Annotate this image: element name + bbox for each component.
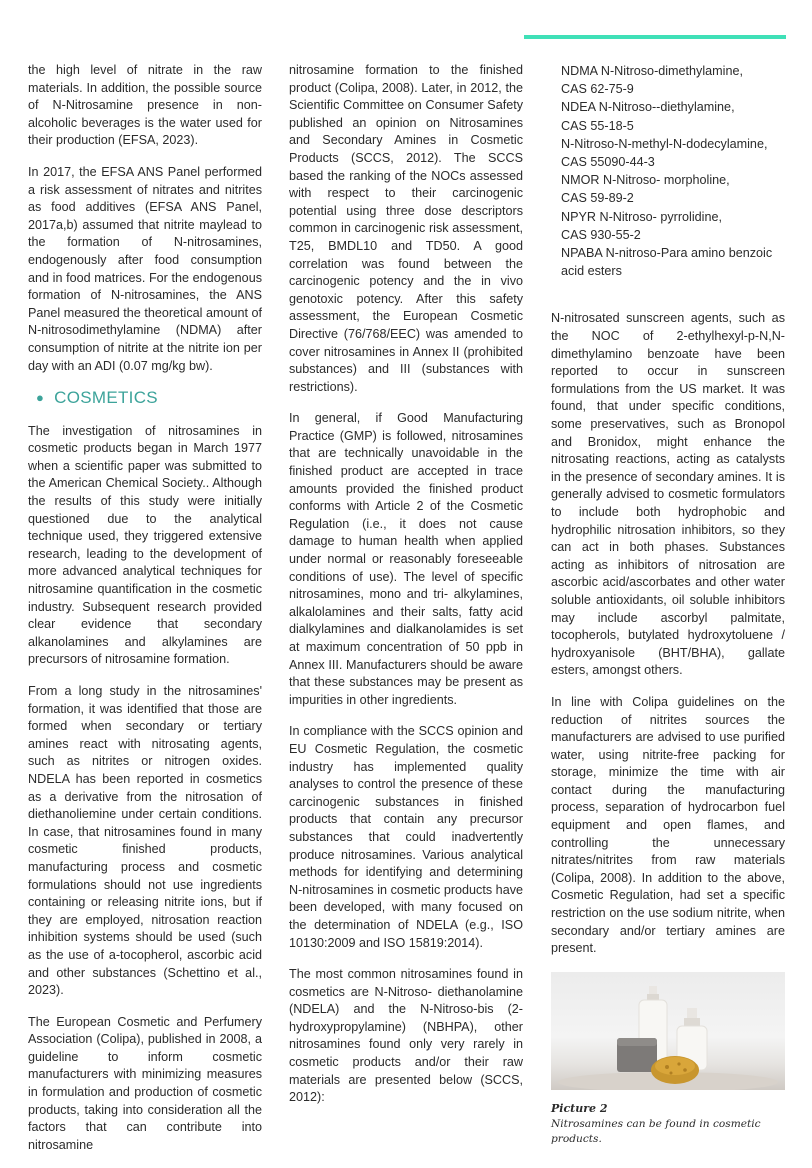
list-item: NPYR N-Nitroso- pyrrolidine, [561, 209, 722, 224]
paragraph: In compliance with the SCCS opinion and EU Cosmetic Regulation, the cosmetic industry has implemented quality analyses to control the presence of these carcinogenic substances in finished products that contain any precursor substances that could inadvertently produce nitrosamines. Various analytical methods for identifying and determining N-nitrosamines in cosmetic products have been developed, with many focused on the determination of NDELA (e.g., ISO 10130:2009 and ISO 15819:2014). [289, 724, 523, 950]
cosmetics-photo [551, 972, 785, 1090]
list-item: NDEA N-Nitroso--diethylamine, [561, 100, 735, 115]
list-item: NPABA N-nitroso-Para amino benzoic acid esters [561, 246, 773, 279]
bullet-icon: ● [36, 390, 45, 406]
list-item: CAS 55090-44-3 [561, 155, 655, 170]
paragraph: the high level of nitrate in the raw materials. In addition, the possible source of N-Nitrosamine presence in non-alcoholic beverages is the water used for their production (EFSA, 2023). [28, 63, 262, 148]
column-left [28, 62, 262, 1168]
section-heading [36, 389, 262, 407]
paragraph: In line with Colipa guidelines on the reduction of nitrites sources the manufacturers are advised to use purified water, using nitrite-free packing for storage, minimize the time with air contact during the manufacturing process, separation of hydrocarbon fuel equipment and open flames, and controlling the unnecessary nitrates/nitrites from raw materials (Colipa, 2008). In addition to the above, Cosmetic Regulation, had set a specific restriction on the use sodium nitrite, when secondary and/or tertiary amines are present. [551, 694, 785, 956]
column-right [551, 62, 785, 1147]
picture-caption-text: Nitrosamines can be found in cosmetic products. [551, 1118, 761, 1146]
list-item: CAS 930-55-2 [561, 227, 641, 242]
header-accent-bar [524, 35, 786, 39]
paragraph: nitrosamine formation to the finished product (Colipa, 2008). Later, in 2012, the Scientific Committee on Consumer Safety published an opinion on Nitrosamines and Secondary Amines in Cosmetic Products (SCCS, 2012). The SCCS based the ranking of the NOCs assessed with respect to their carcinogenic potential using three dose descriptors common in carcinogenic risk assessment, T25, BMDL10 and TD50. A good correlation was found between the carcinogenic potency and the in vivo genotoxic potency. After this safety assessment, the European Cosmetic Directive (76/768/EEC) was amended to cover nitrosamines in Annex II (prohibited substances) and III (substances with restrictions). [289, 63, 523, 394]
list-item: CAS 62-75-9 [561, 82, 634, 97]
cosmetic-bottles-illustration [551, 972, 785, 1090]
column-middle [289, 62, 523, 1121]
section-heading-text: COSMETICS [54, 388, 158, 408]
paragraph: In 2017, the EFSA ANS Panel performed a risk assessment of nitrates and nitrites as food additives (EFSA ANS Panel, 2017a,b) assumed that nitrite maylead to the formation of N-nitrosamines, endogenously after food consumption and in food matrices. For the endogenous formation of N-nitrosamines, the ANS Panel measured the theoretical amount of N-nitrosodimethylamine (NDMA) after consumption of nitrite at the nitrite ion per day with an ADI (0.07 mg/kg bw). [28, 164, 262, 373]
list-item: NMOR N-Nitroso- morpholine, [561, 173, 730, 188]
paragraph: The most common nitrosamines found in cosmetics are N-Nitroso- diethanolamine (NDELA) and the N-Nitroso-bis (2-hydroxypropylamine) (NBHPA), other nitrosamines found only very rarely in cosmetic products and/or their raw materials are presented below (SCCS, 2012): [289, 967, 523, 1105]
nitrosamine-list [561, 62, 785, 280]
paragraph: N-nitrosated sunscreen agents, such as the NOC of 2-ethylhexyl-p-N,N-dimethylamino benzoate have been reported to occur in sunscreen formulations from the US market. It was found, that under specific conditions, some preservatives, such as Bronopol and Bronidox, might enhance the nitrosating reactions, acting as catalysts in the presence of secondary amines. It is generally advised to cosmetic formulators to include both hydrophobic and hydrophilic nitrosation inhibitors, so they can act in both phases. Substances acting as inhibitors of nitrosation are ascorbic acid/ascorbates and other water soluble antioxidants, oil soluble inhibitors may include ascorbyl palmitate, tocopherols, butylated hydroxytoluene / hydroxyanisole (BHT/BHA), gallate esters, amongst others. [551, 311, 785, 678]
paragraph: In general, if Good Manufacturing Practice (GMP) is followed, nitrosamines that are technically unavoidable in the finished product are accepted in trace amounts provided the finished product conforms with Article 2 of the Cosmetic Regulation (i.e., it does not cause damage to human health when applied under normal or reasonably foreseeable conditions of use). The level of specific nitrosamines, mono and tri- alkylamines, alkalolamines and their salts, fatty acid dialkylamines and dialkanolamides is set at maximum concentration of 50 ppb in Annex III. Manufacturers should be aware that these substances may be present as impurities in other ingredients. [289, 411, 523, 707]
picture-caption-title: Picture 2 [551, 1101, 608, 1115]
paragraph: The investigation of nitrosamines in cosmetic products began in March 1977 when a scientific paper was submitted to the American Chemical Society.. Although the results of this study were initially questioned due to the analytical technique used, they triggered extensive research, leading to the development of more advanced analytical techniques for nitrosamine quantification in the cosmetic industry. Subsequent research provided clear evidence that secondary alkanolamines and alkylamines are precursors of nitrosamine formation. [28, 423, 262, 667]
list-item: NDMA N-Nitroso-dimethylamine, [561, 64, 743, 78]
list-item: CAS 55-18-5 [561, 118, 634, 133]
paragraph: From a long study in the nitrosamines' formation, it was identified that those are formed when secondary or tertiary amines react with nitrosating agents, such as nitrites or nitrogen oxides. NDELA has been reported in cosmetics as a derivative from the nitrosation of diethanoliemine under certain conditions. In case, that nitrosamines found in many cosmetic finished products, manufacturing process and cosmetic formulations should not use ingredients containing or releasing nitrite ions, but if they are employed, nitrosation reaction inhibition systems should be used (such as the use of a-tocopherol, ascorbic acid and other substances (Schettino et al., 2023). [28, 684, 262, 998]
list-item: CAS 59-89-2 [561, 191, 634, 206]
list-item: N-Nitroso-N-methyl-N-dodecylamine, [561, 136, 768, 151]
paragraph: The European Cosmetic and Perfumery Association (Colipa), published in 2008, a guideline to inform cosmetic manufacturers with minimizing measures in formulation and production of cosmetic products, taking into consideration all the factors that can contribute into nitrosamine [28, 1014, 262, 1152]
